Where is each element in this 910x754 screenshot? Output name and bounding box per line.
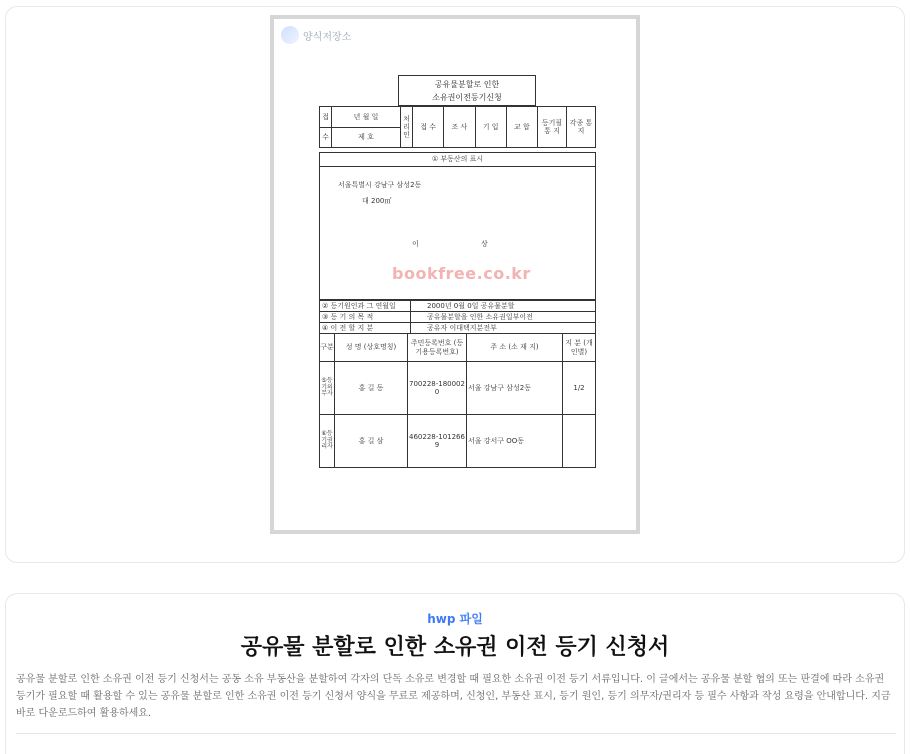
- description: 공유물 분할로 인한 소유권 이전 등기 신청서는 공동 소유 부동산을 분할하여 각자의 단독 소유로 변경할 때 필요한 소유권 이전 등기 서류입니다. 이 글에서는 공유물 분할 협의 또는 판결에 따라 소유권 등기가 필요할 때 활용할 수 있는 공유물 분할로 인한 소유권 이전 등기 신청서 양식을 무료로 제공하며, 신청인, 부동산 표시, 등기 원인, 등기 의무자/권리자 등 필수 사항과 작성 요령을 안내합니다. 지금 바로 다운로드하여 활용하세요.: [16, 674, 891, 719]
- col-giip: 기 입: [475, 107, 506, 148]
- obligor-role: ⑤등기의무자: [320, 362, 335, 415]
- jeop-label: 접: [320, 107, 332, 128]
- page-title: 공유물 분할로 인한 소유권 이전 등기 신청서: [240, 635, 670, 660]
- form-title-line2: 소유권이전등기신청: [432, 93, 502, 102]
- receipt-table: [319, 106, 596, 148]
- cause-label: ② 등기원인과 그 연월일: [320, 301, 411, 312]
- processor-label: 처리인: [401, 107, 413, 148]
- obligor-share: 1/2: [563, 362, 596, 415]
- holder-id: 460228-1012669: [408, 415, 467, 468]
- number-label: 제 호: [332, 128, 401, 148]
- parties-table: [319, 333, 596, 468]
- cause-value: 2000년 0월 0일 공유물분할: [411, 301, 596, 312]
- obligor-id: 700228-1800020: [408, 362, 467, 415]
- parties-col-id: 주민등록번호 (등기용등록번호): [408, 334, 467, 362]
- holder-name: 홍 길 삼: [335, 415, 408, 468]
- cause-table: [319, 300, 596, 334]
- site-logo: [281, 26, 351, 44]
- obligor-address: 서울 강남구 삼성2동: [467, 362, 563, 415]
- date-label: 년 월 일: [332, 107, 401, 128]
- file-type-label[interactable]: hwp 파일: [427, 612, 483, 626]
- property-header: ① 부동산의 표시: [320, 153, 595, 167]
- holder-address: 서울 강서구 OO동: [467, 415, 563, 468]
- parties-col-address: 주 소 (소 재 지): [467, 334, 563, 362]
- logo-text: 양식저장소: [303, 31, 352, 43]
- info-card: [5, 593, 905, 754]
- col-notice: 각종 통지: [567, 107, 596, 148]
- property-address: 서울특별시 강남구 삼성2동: [338, 181, 422, 189]
- holder-share: [563, 415, 596, 468]
- holder-role: ⑥등기권리자: [320, 415, 335, 468]
- col-deunggi: 등기필 통 지: [538, 107, 567, 148]
- col-josa: 조 사: [444, 107, 475, 148]
- obligor-name: 홍 길 동: [335, 362, 408, 415]
- document-preview-frame[interactable]: [270, 15, 640, 534]
- form-title: [398, 75, 536, 106]
- form-title-line1: 공유물분할로 인한: [434, 80, 500, 89]
- logo-icon: [281, 26, 299, 44]
- document-page: [274, 19, 636, 530]
- parties-col-type: 구분: [320, 334, 335, 362]
- purpose-label: ③ 등 기 의 목 적: [320, 312, 411, 323]
- purpose-value: 공유물분할을 인한 소유권일부이전: [411, 312, 596, 323]
- share-label: ④ 이 전 할 지 분: [320, 323, 411, 334]
- share-value: 공유자 이대택지분전부: [411, 323, 596, 334]
- col-gyohap: 교 합: [506, 107, 537, 148]
- su-label: 수: [320, 128, 332, 148]
- preview-card: [5, 6, 905, 563]
- col-jeopsu: 접 수: [413, 107, 444, 148]
- property-end: 이 상: [412, 240, 488, 248]
- property-parcel: 대 200㎡: [362, 197, 392, 205]
- parties-col-share: 지 분 (개인별): [563, 334, 596, 362]
- parties-col-name: 성 명 (상호명칭): [335, 334, 408, 362]
- watermark: bookfree.co.kr: [392, 264, 531, 283]
